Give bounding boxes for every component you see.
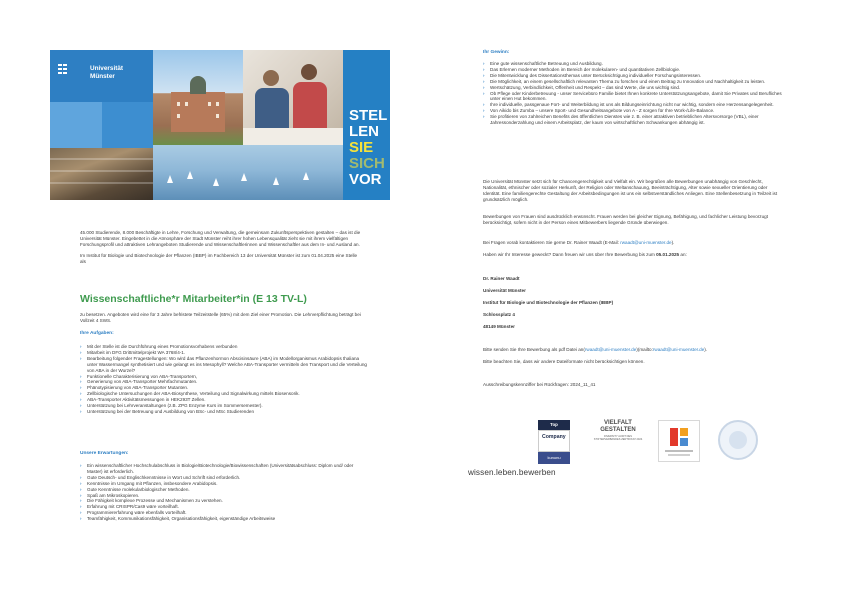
- list-item: › Gute Kenntnisse molekularbiologischer Methoden.: [80, 487, 370, 493]
- list-item: › Unterstützung bei Lehrveranstaltungen (z.B. ZPG Enzyme Kurs im Sommersemester).: [80, 403, 370, 409]
- pdf-note-mid: )(mailto:: [636, 347, 653, 352]
- library-photo: [50, 148, 153, 200]
- diversity-paragraph: Die Universität Münster setzt sich für Chancengerechtigkeit und Vielfalt ein. Wir begrüßen alle Bewerbungen unabhängig von Geschlecht, Nationalität, ethnischer oder sozialer Herkunft, der Religion oder Weltanschauung, Beeinträchtigung, Alter sowie sexueller Orientierung oder Identität. Eine familiengerechte Gestaltung der Arbeitsbedingungen ist uns ein selbstverständliches Anliegen. Eine Stellenbesetzung in Teilzeit ist grundsätzlich möglich.: [483, 179, 778, 202]
- contact-org: Universität Münster: [483, 288, 526, 293]
- list-item: › Bearbeitung folgender Fragestellungen: Wo wird das Pflanzenhormon Abscisinsäure (ABA) im Modellorganismus Arabidopsis thaliana unter Wassermangel synthetisiert und wie gelangt es ins Mesophyll? Welche ABA-Transporter vermitteln den Transport und die Verteilung von ABA in der Wurzel?: [80, 356, 370, 374]
- intro-text: [80, 230, 362, 269]
- vielfalt-sub: DIVERSITY AUDIT DES STIFTERVERBANDES ZERTIFIKAT 2024: [593, 435, 643, 441]
- claim: wissen.leben.bewerben: [468, 468, 556, 477]
- audit-family-badge: [658, 420, 700, 462]
- list-item: › Sie profitieren von zahlreichen Benefits des öffentlichen Dienstes wie z. B. einer attraktiven betrieblichen Altersvorsorge (VBL), einer Jahressonderzahlung und einem Arbeitsplatz, der kaum von wirtschaftlichen Schwankungen abhängig ist.: [483, 114, 783, 126]
- list-item: › Von Aikido bis Zumba – unsere Sport- und Gesundheitsangebote von A - Z sorgen für Ihre Work-/Life-Balance.: [483, 108, 783, 114]
- list-item: › Zellbiologische Untersuchungen der ABA-Biosynthese, Verteilung und Signalwirkung mittels Biosensorik.: [80, 391, 370, 397]
- interest-line: [483, 252, 783, 258]
- offer-list: [483, 61, 783, 126]
- list-item: › Das Erlernen moderner Methoden im Bereich der molekularen- und quantitativen Zellbiologie.: [483, 67, 783, 73]
- pdf-note-text: Bitte senden Sie Ihre Bewerbung als pdf Datei an(: [483, 347, 585, 352]
- castle-photo: [153, 50, 243, 145]
- topco-top: Top: [538, 420, 570, 430]
- list-item: › ABA-Transporter Aktivitätsmessungen in HEK293T Zellen.: [80, 397, 370, 403]
- seal-badge: [718, 420, 758, 460]
- intro-paragraph: 45.000 Studierende, 8.000 Beschäftigte in Lehre, Forschung und Verwaltung, die gemeinsam Zukunftsperspektiven gestalten – das ist die Universität Münster. Eingebettet in die Atmosphäre der Stadt Münster reiht ihrer hohen Lebensqualität zieht sie mit ihrem vielfältigen Forschungsprofil und attraktiven Lehrangeboten Studierende und Wissenschaftlerinnen und Wissenschaftler aus dem In- und Ausland an.: [80, 230, 361, 248]
- expectations-heading: Unsere Erwartungen:: [80, 451, 129, 456]
- tasks-heading: Ihre Aufgaben:: [80, 331, 114, 336]
- list-item: › Erfahrung mit CRISPR/Cas9 wäre vorteilhaft.: [80, 504, 370, 510]
- diversity-paragraph: Bewerbungen von Frauen sind ausdrücklich erwünscht. Frauen werden bei gleicher Eignung, Befähigung, und fachlicher Leistung bevorzugt berücksichtigt, sofern nicht in der Person eines Mitbewerbers liegende Gründe überwiegen.: [483, 214, 768, 225]
- list-item: › Ein wissenschaftlicher Hochschulabschluss in Biologie/Biotechnologie/Biowissenschaften (Universitätsabschluss: Diplom und/ oder Master) ist erforderlich.: [80, 463, 370, 475]
- intro-paragraph: Im Institut für Biologie und Biotechnologie der Pflanzen (IBBP) im Fachbereich 13 der Universität Münster ist zum 01.04.2025 eine Stelle als: [80, 252, 358, 264]
- list-item: › Programmiererfahrung wäre ebenfalls vorteilhaft.: [80, 510, 370, 516]
- logo-line1: Universität: [90, 65, 124, 72]
- topco-bottom: kununu: [538, 452, 570, 464]
- interest-text: Haben wir Ihr Interesse geweckt? Dann freuen wir uns über Ihre Bewerbung bis zum: [483, 252, 655, 257]
- side-word: SIE: [349, 139, 374, 156]
- deadline: 05.01.2025: [656, 252, 680, 257]
- format-notice: Bitte beachten Sie, dass wir andere Dateiformate nicht berücksichtigen können.: [483, 359, 645, 364]
- list-item: › Ihre individuelle, passgenaue Fort- und Weiterbildung ist uns als Bildungseinrichtung nicht nur wichtig, sondern eine Herzensangelegenheit.: [483, 102, 783, 108]
- list-item: › Die Fähigkeit komplexe Prozesse und Mechanismen zu verstehen.: [80, 498, 370, 504]
- job-intro: zu besetzen. Angeboten wird eine für 3 Jahre befristete Teilzeitstelle (65%) mit dem Ziel einer Promotion. Die Lehrverpflichtung beträgt bei Vollzeit 4 SWS.: [80, 312, 361, 323]
- side-word: LEN: [349, 123, 379, 140]
- stellen-sie-sich-vor-panel: [343, 50, 390, 200]
- hero-banner: [50, 50, 390, 200]
- university-logo: [50, 50, 153, 102]
- vielfalt-badge: [593, 420, 643, 464]
- list-item: › Kenntnisse im Umgang mit Pflanzen, insbesondere Arabidopsis.: [80, 481, 370, 487]
- list-item: › Ob Pflege oder Kinderbetreuung - unser Servicebüro Familie bietet Ihnen konkrete Unterstützungsangebote, damit Sie Privates und Berufliches unter einen Hut bekommen.: [483, 91, 783, 103]
- job-title: Wissenschaftliche*r Mitarbeiter*in (E 13 TV-L): [80, 293, 307, 305]
- pdf-note: [483, 347, 783, 353]
- list-item: › Funktionelle Charakterisierung von ABA-Transportern,: [80, 374, 370, 380]
- contact-city: 48149 Münster: [483, 324, 515, 329]
- reference-number: Ausschreibungskennziffer bei Rückfragen: 2024_11_41: [483, 382, 596, 387]
- blue-tile: [102, 102, 153, 148]
- tasks-list: [80, 344, 370, 415]
- side-word: VOR: [349, 171, 382, 188]
- list-item: › Wertschätzung, Verbindlichkeit, Offenheit und Respekt – das sind Werte, die uns wichtig sind.: [483, 85, 783, 91]
- vielfalt-title1: VIELFALT: [604, 420, 632, 426]
- certification-badges: [538, 420, 788, 465]
- list-item: › Mitarbeit im DFG Drittmittelprojekt WA 3768/4-1.: [80, 350, 370, 356]
- list-item: › Teamfähigkeit, Kommunikationsfähigkeit, Organisationsfähigkeit, eigenständige Arbeitsweise: [80, 516, 370, 522]
- pdf-note-end: ).: [704, 347, 708, 352]
- expectations-list: [80, 463, 370, 522]
- questions-text: Bei Fragen vorab kontaktieren Sie gerne Dr. Rainer Waadt (E-Mail:: [483, 240, 619, 245]
- contact-institute: Institut für Biologie und Biotechnologie der Pflanzen (IBBP): [483, 300, 614, 305]
- offer-heading: Ihr Gewinn:: [483, 50, 510, 55]
- vielfalt-title2: GESTALTEN: [600, 427, 636, 433]
- list-item: › Mit der Stelle ist die Durchführung eines Promotionsvorhabens verbunden: [80, 344, 370, 350]
- blue-tile: [50, 102, 102, 148]
- application-email-link[interactable]: rwaadt@uni-muenster.de: [584, 347, 637, 352]
- list-item: › Spaß am Mikroskopieren.: [80, 493, 370, 499]
- list-item: › Phänotypisierung von ABA-Transporter Mutanten.: [80, 385, 370, 391]
- list-item: › Gute Deutsch- und Englischkenntnisse in Wort und Schrift sind erforderlich.: [80, 475, 370, 481]
- logo-icon: [58, 64, 68, 74]
- list-item: › Unterstützung bei der Betreuung und Ausbildung von BSc- und MSc Studierenden: [80, 409, 370, 415]
- questions-line: [483, 240, 783, 246]
- list-item: › Eine gute wissenschaftliche Betreuung und Ausbildung.: [483, 61, 783, 67]
- list-item: › Die Möglichkeit, an einem gesellschaftlich relevanten Thema zu forschen und einen Beitrag zu Innovation und Nachhaltigkeit zu leisten.: [483, 79, 783, 85]
- questions-close: ).: [671, 240, 675, 245]
- topco-mid: Company: [542, 434, 566, 440]
- contact-name: Dr. Rainer Waadt: [483, 276, 520, 281]
- contact-street: Schlossplatz 4: [483, 312, 515, 317]
- logo-line2: Münster: [90, 73, 115, 80]
- lake-photo: [153, 145, 343, 200]
- side-word: STEL: [349, 107, 388, 124]
- list-item: › Die Mitentwicklung des Dissertationsthemas unter Berücksichtigung individueller Forschungsinteressen.: [483, 73, 783, 79]
- top-company-badge: [538, 420, 570, 464]
- students-photo: [243, 50, 343, 145]
- side-word: SICH: [349, 155, 385, 172]
- application-mailto-link[interactable]: rwaadt@uni-muenster.de: [652, 347, 705, 352]
- contact-email-link[interactable]: rwaadt@uni-muenster.de: [620, 240, 672, 245]
- list-item: › Generierung von ABA-Transporter Mehrfachmutanten.: [80, 379, 370, 385]
- interest-suffix: an:: [679, 252, 687, 257]
